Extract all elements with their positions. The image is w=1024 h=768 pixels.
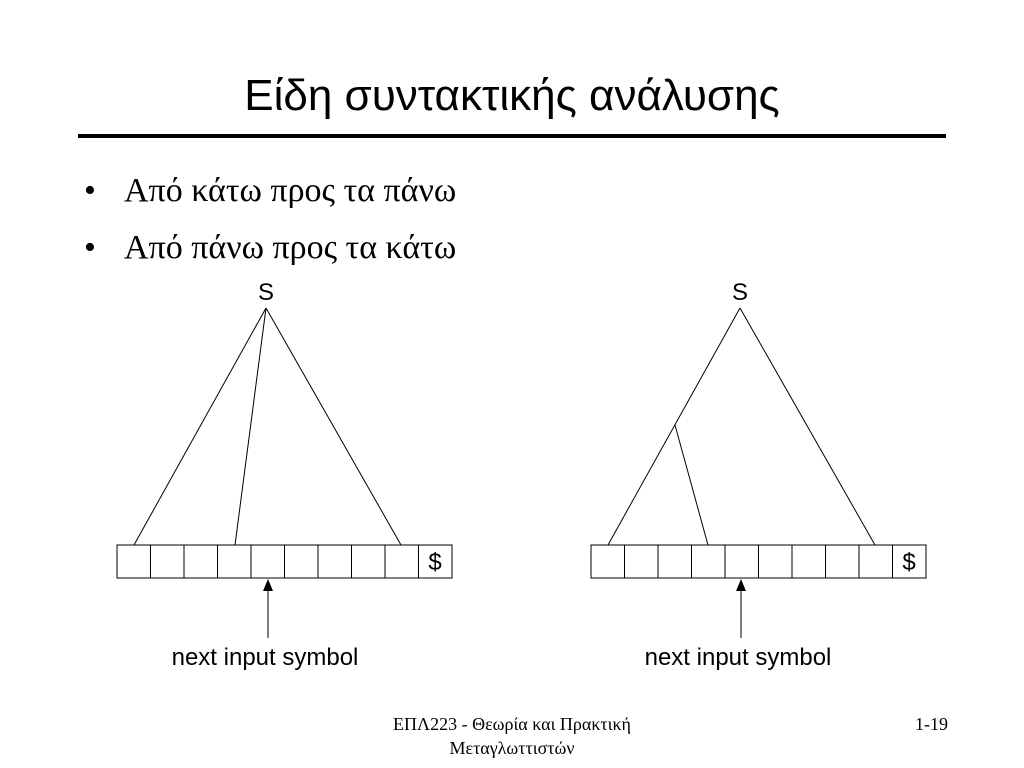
tape-cell-current xyxy=(725,545,759,578)
tape-cell xyxy=(184,545,218,578)
tape-cell-current xyxy=(251,545,285,578)
bullet-text: Από πάνω προς τα κάτω xyxy=(124,229,457,266)
footer-page-number: 1-19 xyxy=(915,714,948,734)
tape-cell xyxy=(792,545,826,578)
tree-edge-middle xyxy=(235,308,266,545)
slide-title: Είδη συντακτικής ανάλυσης xyxy=(244,71,780,120)
bottom-up-diagram xyxy=(117,279,452,671)
tree-edge-left xyxy=(134,308,266,545)
tape-cell xyxy=(859,545,893,578)
root-label: S xyxy=(731,279,749,306)
bullet-text: Από κάτω προς τα πάνω xyxy=(124,172,457,209)
tape-cell xyxy=(658,545,692,578)
tape-cell xyxy=(285,545,319,578)
input-tape xyxy=(591,545,926,578)
footer-course xyxy=(362,712,662,760)
root-label: S xyxy=(257,279,275,306)
pointer-label: next input symbol xyxy=(644,644,832,671)
end-marker: $ xyxy=(902,549,916,576)
tape-cell xyxy=(385,545,419,578)
pointer-label: next input symbol xyxy=(171,644,359,671)
input-tape xyxy=(117,545,452,578)
tape-cell xyxy=(692,545,726,578)
tape-cell xyxy=(352,545,386,578)
tape-cell xyxy=(117,545,151,578)
tape-cell xyxy=(318,545,352,578)
bullet-marker: • xyxy=(84,229,96,266)
footer-course-line2: Μεταγλωττιστών xyxy=(449,738,575,758)
tape-cell xyxy=(759,545,793,578)
tape-cell xyxy=(218,545,252,578)
end-marker: $ xyxy=(428,549,442,576)
tape-cell xyxy=(625,545,659,578)
top-down-diagram xyxy=(591,279,926,671)
footer-course-line1: ΕΠΛ223 - Θεωρία και Πρακτική xyxy=(393,714,631,734)
tree-edge-subtree xyxy=(675,425,708,545)
tree-edge-right xyxy=(266,308,401,545)
tree-edge-left xyxy=(608,308,740,545)
tree-edge-right xyxy=(740,308,875,545)
tape-cell xyxy=(591,545,625,578)
tape-cell xyxy=(151,545,185,578)
bullet-marker: • xyxy=(84,172,96,209)
tape-cell xyxy=(826,545,860,578)
